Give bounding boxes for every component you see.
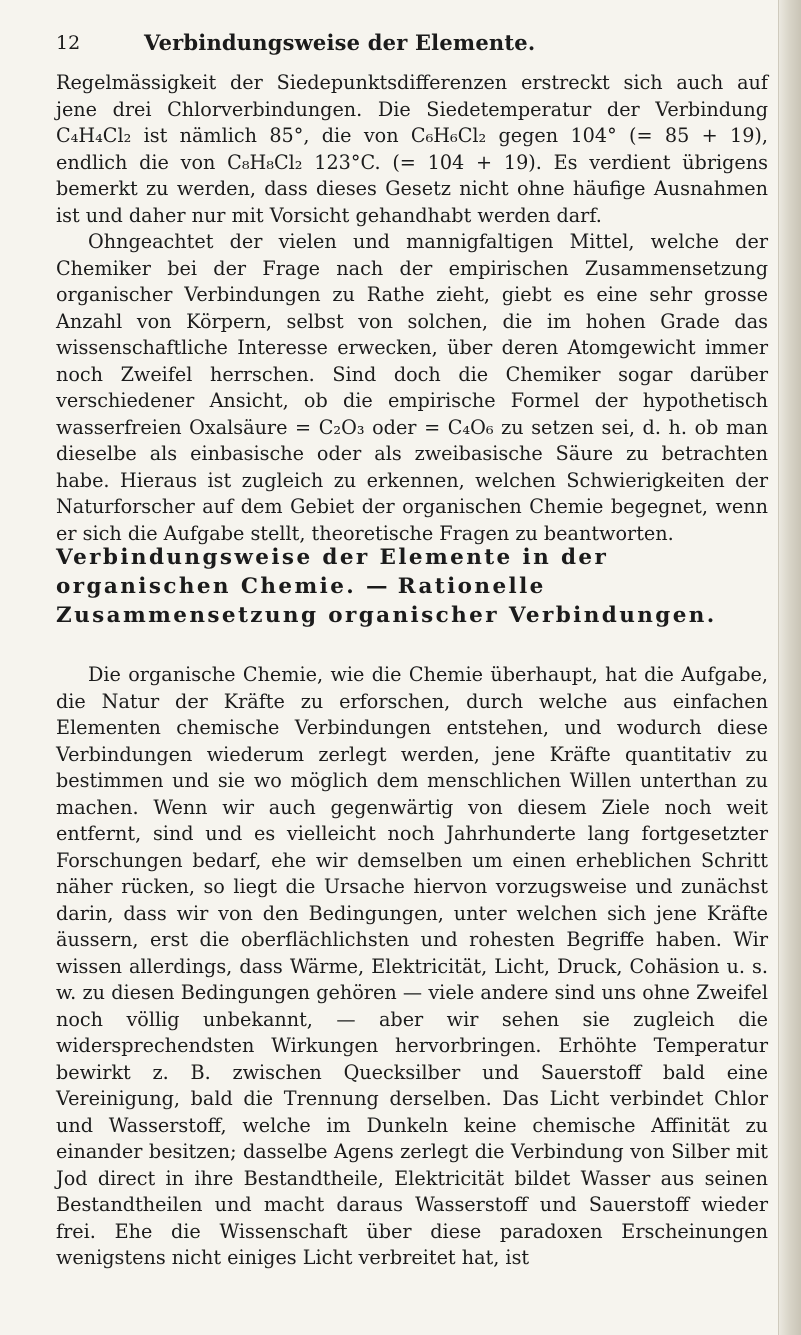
page-header: [56, 28, 776, 56]
text-block-section: [56, 662, 768, 1272]
paragraph-1: Regelmässigkeit der Siedepunktsdifferenzen erstreckt sich auch auf jene drei Chlorverbindungen. Die Siedetemperatur der Verbindung C₄H₄Cl₂ ist nämlich 85°, die von C₆H₆Cl₂ gegen 104° (= 85 + 19), endlich die von C₈H₈Cl₂ 123°C. (= 104 + 19). Es verdient übrigens bemerkt zu werden, dass dieses Gesetz nicht ohne häufige Ausnahmen ist und daher nur mit Vorsicht gehandhabt werden darf.: [56, 71, 768, 227]
running-title: Verbindungsweise der Elemente.: [144, 30, 536, 55]
page-number: 12: [56, 32, 81, 54]
text-block-intro: [56, 70, 768, 547]
section-heading-part1: Verbindungsweise der Elemente in der organischen Chemie. —: [56, 545, 609, 599]
section-heading: [56, 543, 768, 630]
section-paragraph: Die organische Chemie, wie die Chemie überhaupt, hat die Aufgabe, die Natur der Kräfte zu erforschen, durch welche aus einfachen Elementen chemische Verbindungen entstehen, und wodurch diese Verbindungen wiederum zerlegt werden, jene Kräfte quantitativ zu bestimmen und sie wo möglich dem menschlichen Willen unterthan zu machen. Wenn wir auch gegenwärtig von diesem Ziele noch weit entfernt, sind und es vielleicht noch Jahrhunderte lang fortgesetzter Forschungen bedarf, ehe wir demselben um einen erheblichen Schritt näher rücken, so liegt die Ursache hiervon vorzugsweise und zunächst darin, dass wir von den Bedingungen, unter welchen sich jene Kräfte äussern, erst die oberflächlichsten und rohesten Begriffe haben. Wir wissen allerdings, dass Wärme, Elektricität, Licht, Druck, Cohäsion u. s. w. zu diesen Bedingungen gehören — viele andere sind uns ohne Zweifel noch völlig unbekannt, — aber wir sehen sie zugleich die widersprechendsten Wirkungen hervorbringen. Erhöhte Temperatur bewirkt z. B. zwischen Quecksilber und Sauerstoff bald eine Vereinigung, bald die Trennung derselben. Das Licht verbindet Chlor und Wasserstoff, welche im Dunkeln keine chemische Affinität zu einander besitzen; dasselbe Agens zerlegt die Verbindung von Silber mit Jod direct in ihre Bestandtheile, Elektricität bildet Wasser aus seinen Bestandtheilen und macht daraus Wasserstoff und Sauerstoff wieder frei. Ehe die Wissenschaft über diese paradoxen Erscheinungen wenigstens nicht einiges Licht verbreitet hat, ist: [56, 663, 768, 1269]
page-edge: [778, 0, 801, 1335]
paragraph-2: Ohngeachtet der vielen und mannigfaltigen Mittel, welche der Chemiker bei der Frage nach der empirischen Zusammensetzung organischer Verbindungen zu Rathe zieht, giebt es eine sehr grosse Anzahl von Körpern, selbst von solchen, die im hohen Grade das wissenschaftliche Interesse erwecken, über deren Atomgewicht immer noch Zweifel herrschen. Sind doch die Chemiker sogar darüber verschiedener Ansicht, ob die empirische Formel der hypothetisch wasserfreien Oxalsäure = C₂O₃ oder = C₄O₆ zu setzen sei, d. h. ob man dieselbe als einbasische oder als zweibasische Säure zu betrachten habe. Hieraus ist zugleich zu erkennen, welchen Schwierigkeiten der Naturforscher auf dem Gebiet der organischen Chemie begegnet, wenn er sich die Aufgabe stellt, theoretische Fragen zu beantworten.: [56, 230, 768, 545]
section-heading-part2: Rationelle Zusammensetzung organischer Verbindungen.: [56, 574, 717, 628]
